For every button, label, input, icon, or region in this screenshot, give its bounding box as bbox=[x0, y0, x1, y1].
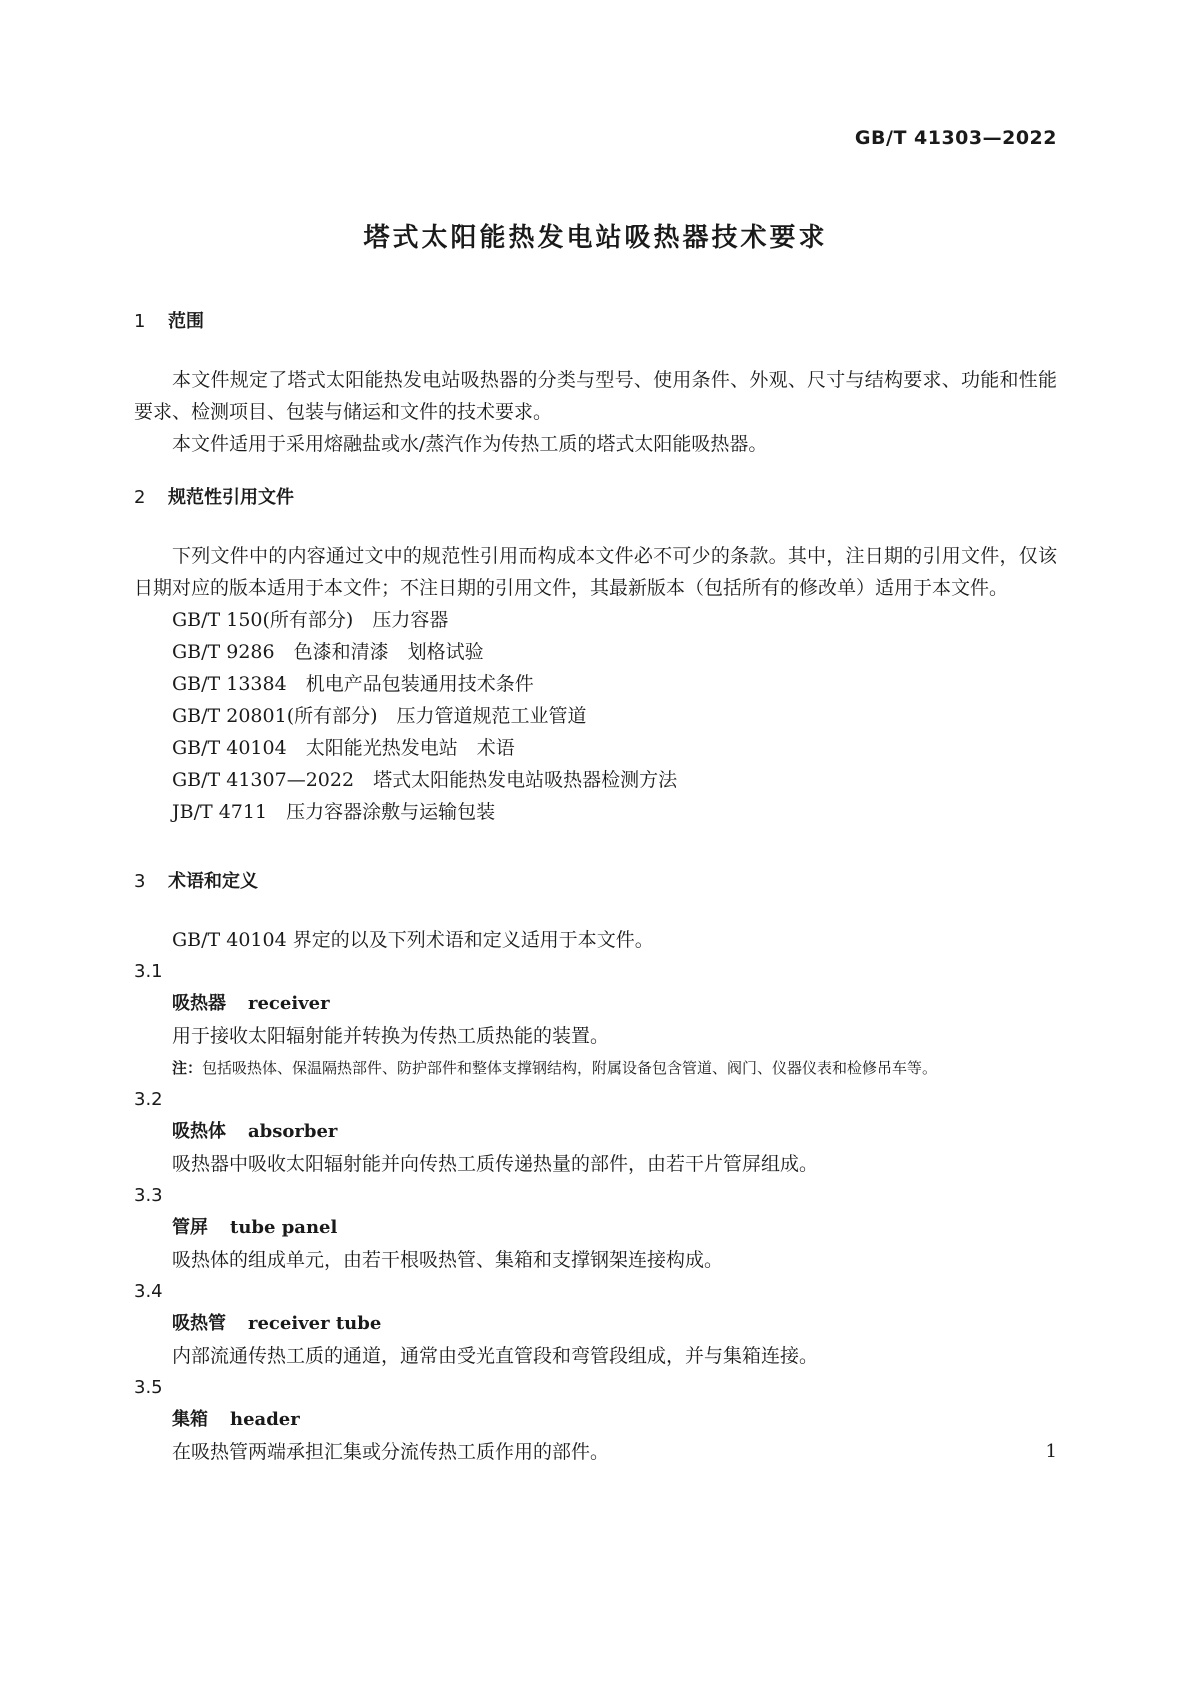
term-en: header bbox=[230, 1409, 300, 1430]
term-heading bbox=[134, 1212, 1057, 1244]
term-zh: 吸热器 bbox=[172, 993, 226, 1014]
term-definition: 吸热器中吸收太阳辐射能并向传热工质传递热量的部件，由若干片管屏组成。 bbox=[172, 1153, 819, 1175]
section-1-heading bbox=[134, 306, 1057, 338]
term-heading bbox=[134, 988, 1057, 1020]
reference-name: 太阳能光热发电站 术语 bbox=[305, 737, 515, 759]
section-number: 2 bbox=[134, 487, 146, 508]
term-en: receiver bbox=[248, 993, 330, 1014]
section-1-body bbox=[134, 364, 1057, 460]
term-number: 3.3 bbox=[134, 1185, 163, 1206]
reference-code: GB/T 41307—2022 bbox=[172, 769, 355, 791]
term-note bbox=[134, 1052, 1057, 1084]
standard-code: GB/T 41303—2022 bbox=[854, 127, 1057, 149]
reference-item bbox=[134, 732, 1057, 764]
reference-item bbox=[134, 764, 1057, 796]
reference-name: 压力管道规范工业管道 bbox=[396, 705, 587, 727]
term-zh: 管屏 bbox=[172, 1217, 208, 1238]
section-title: 范围 bbox=[168, 311, 204, 332]
term-number: 3.2 bbox=[134, 1089, 163, 1110]
reference-item bbox=[134, 604, 1057, 636]
section-number: 1 bbox=[134, 311, 146, 332]
term-number: 3.4 bbox=[134, 1281, 163, 1302]
section-title: 术语和定义 bbox=[168, 871, 258, 892]
term-definition: 吸热体的组成单元，由若干根吸热管、集箱和支撑钢架连接构成。 bbox=[172, 1249, 724, 1271]
document-title: 塔式太阳能热发电站吸热器技术要求 bbox=[363, 223, 828, 253]
reference-code: JB/T 4711 bbox=[172, 801, 268, 823]
term-zh: 集箱 bbox=[172, 1409, 208, 1430]
reference-item bbox=[134, 636, 1057, 668]
term-zh: 吸热管 bbox=[172, 1313, 226, 1334]
term-definition: 内部流通传热工质的通道，通常由受光直管段和弯管段组成，并与集箱连接。 bbox=[172, 1345, 819, 1367]
paragraph: 本文件适用于采用熔融盐或水/蒸汽作为传热工质的塔式太阳能吸热器。 bbox=[172, 433, 768, 455]
section-2-heading bbox=[134, 482, 1057, 514]
term-definition: 用于接收太阳辐射能并转换为传热工质热能的装置。 bbox=[172, 1025, 610, 1047]
reference-code: GB/T 9286 bbox=[172, 641, 275, 663]
reference-code: GB/T 13384 bbox=[172, 673, 287, 695]
term-zh: 吸热体 bbox=[172, 1121, 226, 1142]
note-label: 注： bbox=[172, 1059, 203, 1077]
reference-name: 压力容器 bbox=[372, 609, 449, 631]
reference-name: 塔式太阳能热发电站吸热器检测方法 bbox=[373, 769, 678, 791]
term-heading bbox=[134, 1308, 1057, 1340]
section-number: 3 bbox=[134, 871, 146, 892]
reference-item bbox=[134, 796, 1057, 828]
paragraph: 下列文件中的内容通过文中的规范性引用而构成本文件必不可少的条款。其中，注日期的引用文件，仅该日期对应的版本适用于本文件；不注日期的引用文件，其最新版本（包括所有的修改单）适用于本文件。 bbox=[134, 545, 1057, 599]
reference-code: GB/T 150(所有部分) bbox=[172, 609, 354, 631]
term-number: 3.1 bbox=[134, 961, 163, 982]
section-3-body bbox=[134, 924, 1057, 1468]
reference-name: 机电产品包装通用技术条件 bbox=[305, 673, 534, 695]
reference-name: 色漆和清漆 划格试验 bbox=[293, 641, 484, 663]
term-en: absorber bbox=[248, 1121, 338, 1142]
reference-name: 压力容器涂敷与运输包装 bbox=[286, 801, 496, 823]
section-3-heading bbox=[134, 866, 1057, 898]
reference-code: GB/T 20801(所有部分) bbox=[172, 705, 378, 727]
paragraph: 本文件规定了塔式太阳能热发电站吸热器的分类与型号、使用条件、外观、尺寸与结构要求、功能和性能要求、检测项目、包装与储运和文件的技术要求。 bbox=[134, 369, 1057, 423]
paragraph: GB/T 40104 界定的以及下列术语和定义适用于本文件。 bbox=[172, 929, 654, 951]
term-number: 3.5 bbox=[134, 1377, 163, 1398]
reference-item bbox=[134, 668, 1057, 700]
term-en: receiver tube bbox=[248, 1313, 382, 1334]
term-heading bbox=[134, 1404, 1057, 1436]
term-en: tube panel bbox=[230, 1217, 338, 1238]
reference-item bbox=[134, 700, 1057, 732]
section-title: 规范性引用文件 bbox=[168, 487, 294, 508]
page-number: 1 bbox=[1045, 1441, 1057, 1462]
term-heading bbox=[134, 1116, 1057, 1148]
section-2-body bbox=[134, 540, 1057, 828]
reference-code: GB/T 40104 bbox=[172, 737, 287, 759]
note-text: 包括吸热体、保温隔热部件、防护部件和整体支撑钢结构，附属设备包含管道、阀门、仪器仪表和检修吊车等。 bbox=[202, 1059, 938, 1077]
term-definition: 在吸热管两端承担汇集或分流传热工质作用的部件。 bbox=[172, 1441, 610, 1463]
